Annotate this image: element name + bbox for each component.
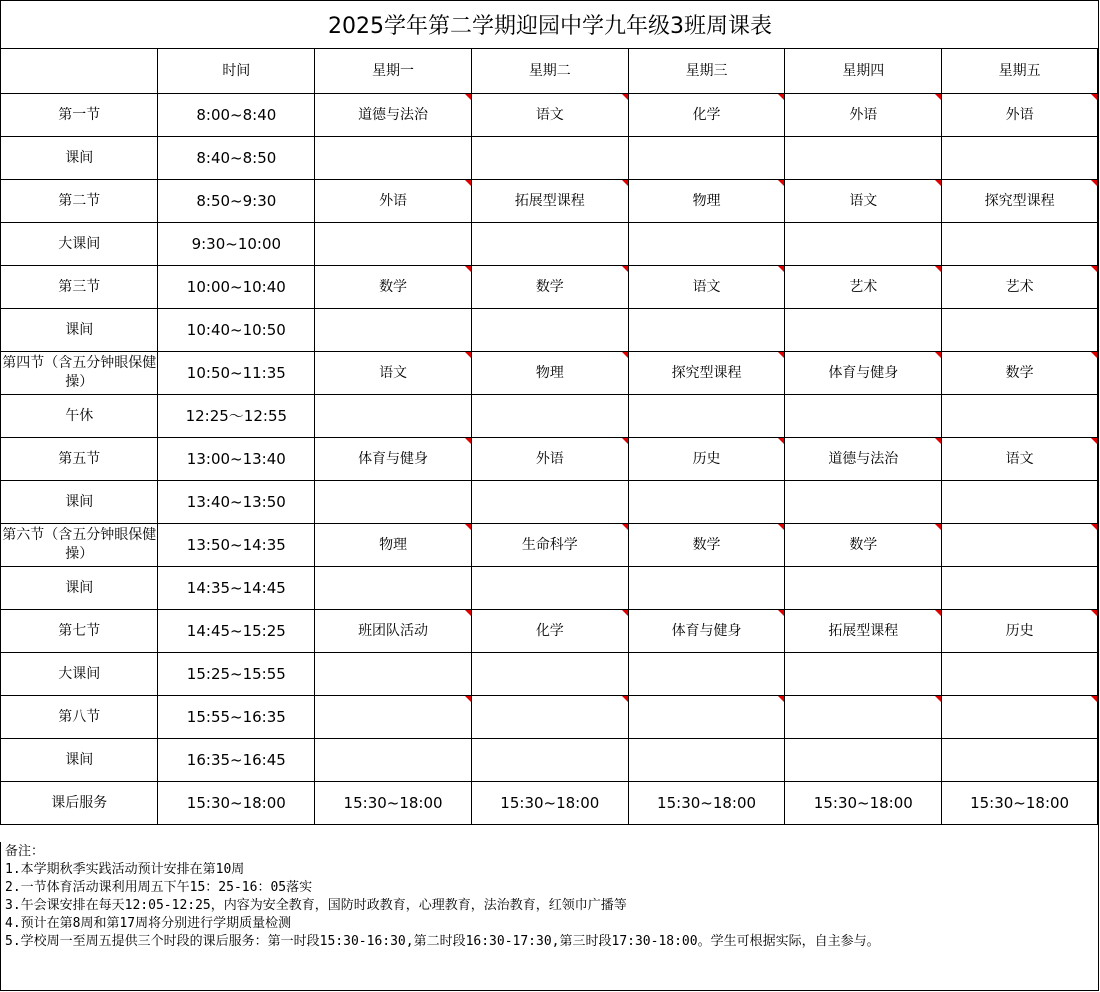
subject-cell[interactable] — [315, 395, 472, 438]
period-time: 13:40~13:50 — [158, 481, 315, 524]
subject-cell[interactable] — [628, 696, 785, 739]
comment-flag-icon — [1091, 266, 1097, 272]
comment-flag-icon — [778, 180, 784, 186]
subject-cell[interactable] — [942, 524, 1098, 567]
subject-cell[interactable]: 拓展型课程 — [785, 610, 942, 653]
subject-cell[interactable]: 15:30~18:00 — [315, 782, 472, 825]
comment-flag-icon — [622, 524, 628, 530]
subject-cell[interactable] — [315, 481, 472, 524]
header-cell-friday: 星期五 — [942, 49, 1098, 94]
subject-cell[interactable]: 数学 — [785, 524, 942, 567]
subject-cell[interactable] — [628, 653, 785, 696]
comment-flag-icon — [935, 266, 941, 272]
header-row — [1, 49, 1098, 94]
header-cell-blank — [1, 49, 158, 94]
period-label: 第八节 — [1, 696, 158, 739]
comment-flag-icon — [1091, 524, 1097, 530]
subject-cell[interactable] — [785, 395, 942, 438]
comment-flag-icon — [778, 524, 784, 530]
period-time: 12:25～12:55 — [158, 395, 315, 438]
subject-cell[interactable] — [471, 653, 628, 696]
subject-cell[interactable] — [942, 696, 1098, 739]
notes-heading: 备注： — [5, 844, 45, 859]
subject-cell[interactable]: 艺术 — [785, 266, 942, 309]
subject-cell[interactable] — [628, 395, 785, 438]
comment-flag-icon — [465, 438, 471, 444]
subject-cell[interactable] — [315, 653, 472, 696]
subject-cell[interactable]: 数学 — [628, 524, 785, 567]
subject-cell[interactable] — [471, 395, 628, 438]
table-row — [1, 524, 1098, 567]
period-label: 第五节 — [1, 438, 158, 481]
period-label: 第三节 — [1, 266, 158, 309]
subject-cell[interactable] — [785, 223, 942, 266]
comment-flag-icon — [778, 352, 784, 358]
subject-cell[interactable] — [471, 567, 628, 610]
subject-cell[interactable]: 外语 — [315, 180, 472, 223]
subject-cell[interactable]: 语文 — [471, 94, 628, 137]
period-label: 课间 — [1, 309, 158, 352]
table-row — [1, 481, 1098, 524]
period-label: 课间 — [1, 567, 158, 610]
comment-flag-icon — [622, 352, 628, 358]
period-time: 14:35~14:45 — [158, 567, 315, 610]
subject-cell[interactable]: 语文 — [628, 266, 785, 309]
period-time: 13:00~13:40 — [158, 438, 315, 481]
subject-cell[interactable] — [315, 739, 472, 782]
table-row — [1, 352, 1098, 395]
notes-section — [0, 842, 1099, 991]
subject-cell[interactable]: 化学 — [471, 610, 628, 653]
subject-cell[interactable] — [471, 309, 628, 352]
comment-flag-icon — [622, 266, 628, 272]
table-row — [1, 782, 1098, 825]
period-time: 15:30~18:00 — [158, 782, 315, 825]
page-title: 2025学年第二学期迎园中学九年级3班周课表 — [0, 0, 1099, 48]
subject-cell[interactable]: 探究型课程 — [628, 352, 785, 395]
subject-cell[interactable]: 生命科学 — [471, 524, 628, 567]
subject-cell[interactable] — [628, 567, 785, 610]
subject-cell[interactable] — [471, 137, 628, 180]
subject-cell[interactable] — [785, 696, 942, 739]
table-row — [1, 309, 1098, 352]
subject-cell[interactable] — [785, 481, 942, 524]
period-label: 大课间 — [1, 223, 158, 266]
subject-cell[interactable]: 外语 — [942, 94, 1098, 137]
subject-cell[interactable]: 艺术 — [942, 266, 1098, 309]
comment-flag-icon — [1091, 438, 1097, 444]
subject-cell[interactable] — [942, 223, 1098, 266]
subject-cell[interactable]: 语文 — [785, 180, 942, 223]
subject-cell[interactable]: 数学 — [942, 352, 1098, 395]
header-cell-tuesday: 星期二 — [471, 49, 628, 94]
note-line: 2.一节体育活动课利用周五下午15：25-16：05落实 — [5, 880, 313, 895]
subject-cell[interactable] — [942, 309, 1098, 352]
period-label: 第七节 — [1, 610, 158, 653]
subject-cell[interactable]: 探究型课程 — [942, 180, 1098, 223]
subject-cell[interactable] — [785, 739, 942, 782]
comment-flag-icon — [622, 180, 628, 186]
comment-flag-icon — [1091, 94, 1097, 100]
header-cell-monday: 星期一 — [315, 49, 472, 94]
subject-cell[interactable]: 拓展型课程 — [471, 180, 628, 223]
comment-flag-icon — [935, 696, 941, 702]
subject-cell[interactable]: 数学 — [471, 266, 628, 309]
subject-cell[interactable] — [315, 223, 472, 266]
subject-cell[interactable]: 语文 — [942, 438, 1098, 481]
table-row — [1, 567, 1098, 610]
comment-flag-icon — [1091, 610, 1097, 616]
note-line: 4.预计在第8周和第17周将分别进行学期质量检测 — [5, 916, 292, 931]
subject-cell[interactable]: 数学 — [315, 266, 472, 309]
comment-flag-icon — [778, 94, 784, 100]
subject-cell[interactable] — [942, 395, 1098, 438]
comment-flag-icon — [465, 94, 471, 100]
subject-cell[interactable]: 语文 — [315, 352, 472, 395]
subject-cell[interactable]: 体育与健身 — [785, 352, 942, 395]
note-line: 1.本学期秋季实践活动预计安排在第10周 — [5, 862, 245, 877]
comment-flag-icon — [778, 266, 784, 272]
schedule-body — [1, 49, 1098, 825]
comment-flag-icon — [465, 610, 471, 616]
subject-cell[interactable]: 班团队活动 — [315, 610, 472, 653]
table-row — [1, 266, 1098, 309]
table-row — [1, 223, 1098, 266]
subject-cell[interactable]: 历史 — [942, 610, 1098, 653]
table-row — [1, 438, 1098, 481]
subject-cell[interactable] — [942, 739, 1098, 782]
table-row — [1, 696, 1098, 739]
period-label: 第六节（含五分钟眼保健操） — [1, 524, 158, 567]
period-time: 9:30~10:00 — [158, 223, 315, 266]
subject-cell[interactable]: 物理 — [471, 352, 628, 395]
subject-cell[interactable]: 外语 — [471, 438, 628, 481]
header-cell-wednesday: 星期三 — [628, 49, 785, 94]
period-time: 10:40~10:50 — [158, 309, 315, 352]
subject-cell[interactable]: 道德与法治 — [785, 438, 942, 481]
period-time: 15:25~15:55 — [158, 653, 315, 696]
comment-flag-icon — [622, 94, 628, 100]
subject-cell[interactable] — [785, 137, 942, 180]
subject-cell[interactable] — [942, 567, 1098, 610]
table-row — [1, 395, 1098, 438]
subject-cell[interactable] — [628, 739, 785, 782]
comment-flag-icon — [935, 438, 941, 444]
subject-cell[interactable] — [628, 309, 785, 352]
table-row — [1, 610, 1098, 653]
subject-cell[interactable]: 15:30~18:00 — [942, 782, 1098, 825]
period-time: 13:50~14:35 — [158, 524, 315, 567]
period-time: 8:40~8:50 — [158, 137, 315, 180]
period-label: 课间 — [1, 739, 158, 782]
comment-flag-icon — [778, 438, 784, 444]
period-label: 第四节（含五分钟眼保健操） — [1, 352, 158, 395]
table-row — [1, 653, 1098, 696]
comment-flag-icon — [1091, 180, 1097, 186]
comment-flag-icon — [465, 180, 471, 186]
schedule-table — [0, 48, 1098, 825]
table-row — [1, 180, 1098, 223]
comment-flag-icon — [935, 94, 941, 100]
period-label: 课间 — [1, 137, 158, 180]
period-time: 10:00~10:40 — [158, 266, 315, 309]
period-time: 16:35~16:45 — [158, 739, 315, 782]
comment-flag-icon — [935, 180, 941, 186]
comment-flag-icon — [935, 524, 941, 530]
period-time: 15:55~16:35 — [158, 696, 315, 739]
subject-cell[interactable]: 外语 — [785, 94, 942, 137]
header-cell-time: 时间 — [158, 49, 315, 94]
comment-flag-icon — [465, 352, 471, 358]
subject-cell[interactable]: 物理 — [315, 524, 472, 567]
subject-cell[interactable] — [942, 137, 1098, 180]
header-cell-thursday: 星期四 — [785, 49, 942, 94]
subject-cell[interactable]: 化学 — [628, 94, 785, 137]
subject-cell[interactable] — [628, 481, 785, 524]
comment-flag-icon — [935, 610, 941, 616]
note-line: 5.学校周一至周五提供三个时段的课后服务：第一时段15:30-16:30,第二时段16:30-17:30,第三时段17:30-18:00。学生可根据实际，自主参与。 — [5, 934, 880, 949]
period-label: 第二节 — [1, 180, 158, 223]
subject-cell[interactable] — [628, 223, 785, 266]
subject-cell[interactable] — [942, 481, 1098, 524]
period-label: 课后服务 — [1, 782, 158, 825]
subject-cell[interactable] — [315, 309, 472, 352]
subject-cell[interactable]: 体育与健身 — [628, 610, 785, 653]
subject-cell[interactable] — [315, 567, 472, 610]
subject-cell[interactable]: 体育与健身 — [315, 438, 472, 481]
note-line: 3.午会课安排在每天12:05-12:25，内容为安全教育，国防时政教育，心理教育，法治教育，红领巾广播等 — [5, 898, 627, 913]
comment-flag-icon — [465, 696, 471, 702]
subject-cell[interactable]: 15:30~18:00 — [785, 782, 942, 825]
table-row — [1, 137, 1098, 180]
period-label: 大课间 — [1, 653, 158, 696]
subject-cell[interactable]: 道德与法治 — [315, 94, 472, 137]
table-row — [1, 94, 1098, 137]
period-time: 10:50~11:35 — [158, 352, 315, 395]
comment-flag-icon — [465, 266, 471, 272]
comment-flag-icon — [778, 610, 784, 616]
period-time: 8:00~8:40 — [158, 94, 315, 137]
subject-cell[interactable] — [785, 653, 942, 696]
subject-cell[interactable]: 15:30~18:00 — [628, 782, 785, 825]
comment-flag-icon — [778, 696, 784, 702]
period-time: 14:45~15:25 — [158, 610, 315, 653]
comment-flag-icon — [622, 696, 628, 702]
subject-cell[interactable] — [315, 696, 472, 739]
subject-cell[interactable] — [471, 223, 628, 266]
subject-cell[interactable] — [785, 567, 942, 610]
subject-cell[interactable] — [315, 137, 472, 180]
subject-cell[interactable] — [785, 309, 942, 352]
comment-flag-icon — [622, 438, 628, 444]
period-label: 课间 — [1, 481, 158, 524]
subject-cell[interactable]: 历史 — [628, 438, 785, 481]
comment-flag-icon — [1091, 696, 1097, 702]
subject-cell[interactable] — [471, 739, 628, 782]
period-label: 午休 — [1, 395, 158, 438]
subject-cell[interactable] — [628, 137, 785, 180]
subject-cell[interactable] — [942, 653, 1098, 696]
comment-flag-icon — [622, 610, 628, 616]
period-label: 第一节 — [1, 94, 158, 137]
comment-flag-icon — [1091, 352, 1097, 358]
subject-cell[interactable] — [471, 481, 628, 524]
table-row — [1, 739, 1098, 782]
comment-flag-icon — [465, 524, 471, 530]
subject-cell[interactable]: 15:30~18:00 — [471, 782, 628, 825]
subject-cell[interactable]: 物理 — [628, 180, 785, 223]
period-time: 8:50~9:30 — [158, 180, 315, 223]
subject-cell[interactable] — [471, 696, 628, 739]
comment-flag-icon — [935, 352, 941, 358]
